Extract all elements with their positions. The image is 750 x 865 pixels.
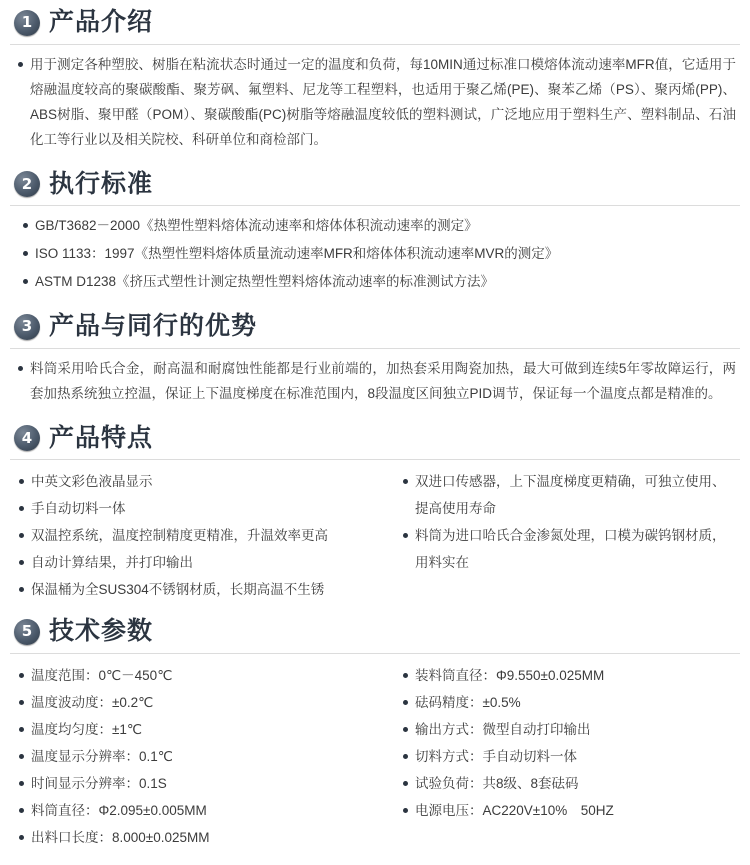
list-item: GB/T3682－2000《热塑性塑料熔体流动速率和熔体体积流动速率的测定》 <box>20 212 736 240</box>
list-item: 切料方式：手自动切料一体 <box>400 743 736 770</box>
list-item: 料筒直径：Φ2.095±0.005MM <box>16 797 376 824</box>
features-list-right <box>400 468 736 576</box>
section-number-badge: 3 <box>14 314 40 340</box>
list-item: 双进口传感器，上下温度梯度更精确，可独立使用、提高使用寿命 <box>400 468 736 522</box>
features-left-column <box>16 468 376 603</box>
section-product-intro <box>0 0 750 162</box>
section-specifications <box>0 609 750 865</box>
paragraph: 用于测定各种塑胶、树脂在粘流状态时通过一定的温度和负荷，每10MIN通过标准口模熔体流动速率MFR值，它适用于熔融温度较高的聚碳酸酯、聚芳砜、氟塑料、尼龙等工程塑料，也适用于聚乙烯(PE)、聚苯乙烯（PS）、聚丙烯(PP)、ABS树脂、聚甲醛（POM）、聚碳酸酯(PC)树脂等熔融温度较低的塑料测试，广泛地应用于塑料生产、塑料制品、石油化工等行业以及相关院校、科研单位和商检部门。 <box>16 52 736 152</box>
section-features <box>0 416 750 610</box>
section-header <box>10 162 740 207</box>
section-body <box>10 349 740 416</box>
section-body <box>10 654 740 865</box>
list-item: 温度波动度：±0.2℃ <box>16 689 376 716</box>
section-header <box>10 0 740 45</box>
section-header <box>10 609 740 654</box>
list-item: 双温控系统，温度控制精度更精准，升温效率更高 <box>16 522 376 549</box>
standards-list <box>20 212 736 296</box>
list-item: 温度显示分辨率：0.1℃ <box>16 743 376 770</box>
specs-list-left <box>16 662 376 851</box>
section-title: 产品介绍 <box>49 8 154 36</box>
section-title: 产品特点 <box>49 423 154 452</box>
list-item: 手自动切料一体 <box>16 495 376 522</box>
section-number-badge: 5 <box>14 619 40 645</box>
list-item: 试验负荷：共8级、8套砝码 <box>400 770 736 797</box>
list-item: 时间显示分辨率：0.1S <box>16 770 376 797</box>
section-number-badge: 1 <box>14 10 40 36</box>
list-item: 装料筒直径：Φ9.550±0.025MM <box>400 662 736 689</box>
section-standards <box>0 162 750 305</box>
section-number-badge: 2 <box>14 171 40 197</box>
section-body <box>10 460 740 609</box>
features-right-column <box>376 468 736 603</box>
specs-left-column <box>16 662 376 851</box>
list-item: 保温桶为全SUS304不锈钢材质，长期高温不生锈 <box>16 576 376 603</box>
list-item: 电源电压：AC220V±10% 50HZ <box>400 797 736 824</box>
list-item: 输出方式：微型自动打印输出 <box>400 716 736 743</box>
list-item: 料筒为进口哈氏合金渗氮处理，口模为碳钨钢材质，用料实在 <box>400 522 736 576</box>
section-number-badge: 4 <box>14 425 40 451</box>
list-item: 砝码精度：±0.5% <box>400 689 736 716</box>
section-title: 执行标准 <box>49 169 154 198</box>
section-header <box>10 304 740 349</box>
list-item: 中英文彩色液晶显示 <box>16 468 376 495</box>
list-item: 自动计算结果，并打印输出 <box>16 549 376 576</box>
specs-right-column <box>376 662 736 851</box>
list-item: 温度均匀度：±1℃ <box>16 716 376 743</box>
features-list-left <box>16 468 376 603</box>
section-header <box>10 416 740 461</box>
section-body <box>10 206 740 304</box>
specs-list-right <box>400 662 736 824</box>
section-body <box>10 45 740 162</box>
list-item: ISO 1133：1997《热塑性塑料熔体质量流动速率MFR和熔体体积流动速率MVR的测定》 <box>20 240 736 268</box>
section-title: 产品与同行的优势 <box>49 312 258 340</box>
section-title: 技术参数 <box>49 617 154 645</box>
list-item: 温度范围：0℃－450℃ <box>16 662 376 689</box>
section-advantages <box>0 304 750 416</box>
list-item: 出料口长度：8.000±0.025MM <box>16 824 376 851</box>
list-item: ASTM D1238《挤压式塑性计测定热塑性塑料熔体流动速率的标准测试方法》 <box>20 268 736 296</box>
paragraph: 料筒采用哈氏合金，耐高温和耐腐蚀性能都是行业前端的，加热套采用陶瓷加热，最大可做到连续5年零故障运行，两套加热系统独立控温，保证上下温度梯度在标准范围内，8段温度区间独立PID调节，保证每一个温度点都是精准的。 <box>16 356 736 406</box>
